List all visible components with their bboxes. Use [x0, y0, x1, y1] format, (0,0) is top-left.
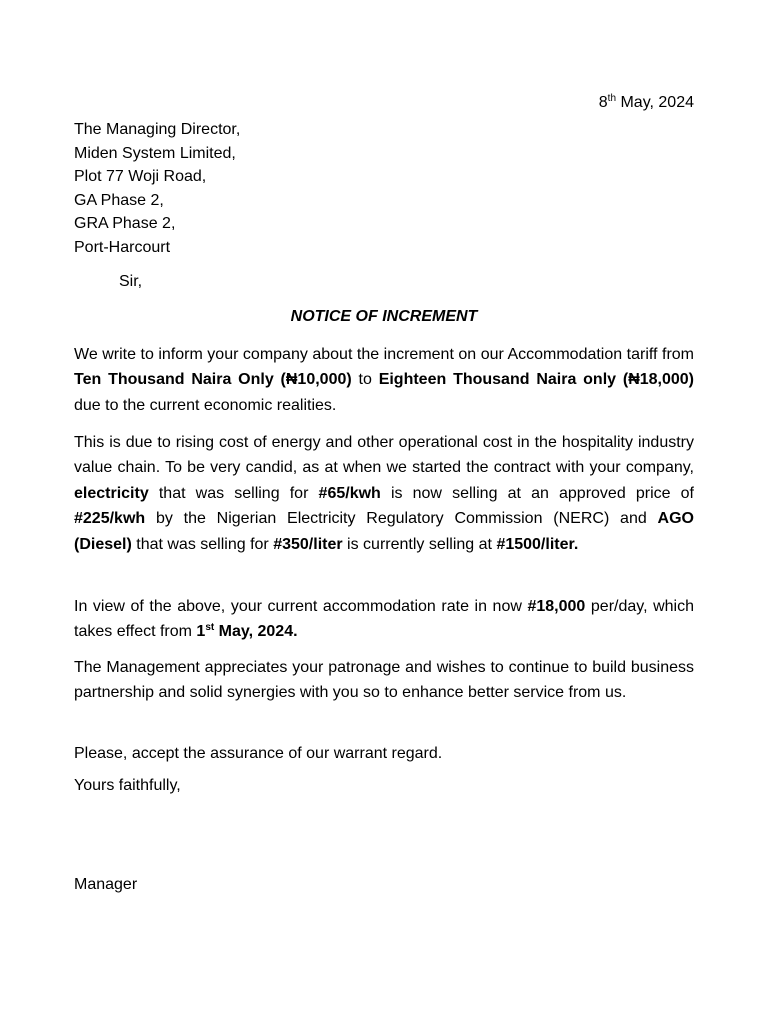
closing: Yours faithfully,: [74, 777, 181, 794]
address-line: GA Phase 2,: [74, 191, 164, 209]
effective-date: 1st May, 2024.: [196, 622, 298, 641]
paragraph-new-rate: In view of the above, your current accommodation rate in now #18,000 per/day, which takes effect from 1st May, 2024.: [74, 598, 694, 641]
address-line: The Managing Director,: [74, 121, 241, 138]
paragraph-appreciation: The Management appreciates your patronage and wishes to continue to build business partnership and solid synergies with you so to enhance better service from us.: [74, 659, 694, 702]
new-rate: #18,000: [527, 598, 586, 615]
address-line: Port-Harcourt: [74, 238, 171, 256]
old-tariff: Ten Thousand Naira Only (₦10,000): [74, 371, 352, 389]
salutation: Sir,: [119, 273, 143, 290]
signatory-title: Manager: [74, 876, 138, 893]
address-line: Plot 77 Woji Road,: [74, 168, 207, 186]
address-line: GRA Phase 2,: [74, 215, 176, 233]
letter-date: 8th May, 2024: [598, 93, 694, 111]
paragraph-assurance: Please, accept the assurance of our warrant regard.: [74, 745, 443, 762]
date-ordinal-suffix: th: [607, 93, 617, 104]
letter-page: [74, 0, 694, 1024]
address-line: Miden System Limited,: [74, 144, 236, 162]
recipient-address: [74, 118, 240, 260]
paragraph-tariff-increase: We write to inform your company about the increment on our Accommodation tariff from Ten Thousand Naira Only (₦10,000) to Eighteen Thousand Naira only (₦18,000) due to the current economic realities.: [74, 346, 695, 414]
paragraph-reasons: This is due to rising cost of energy and other operational cost in the hospitality industry value chain. To be very candid, as at when we started the contract with your company, electricity that was selling for #65/kwh is now selling at an approved price of #225/kwh by the Nigerian Electricity Regulatory Commission (NERC) and AGO (Diesel) that was selling for #350/liter is currently selling at #1500/liter.: [74, 434, 694, 553]
new-tariff: Eighteen Thousand Naira only (₦18,000): [378, 371, 695, 389]
letter-title: NOTICE OF INCREMENT: [290, 308, 478, 325]
